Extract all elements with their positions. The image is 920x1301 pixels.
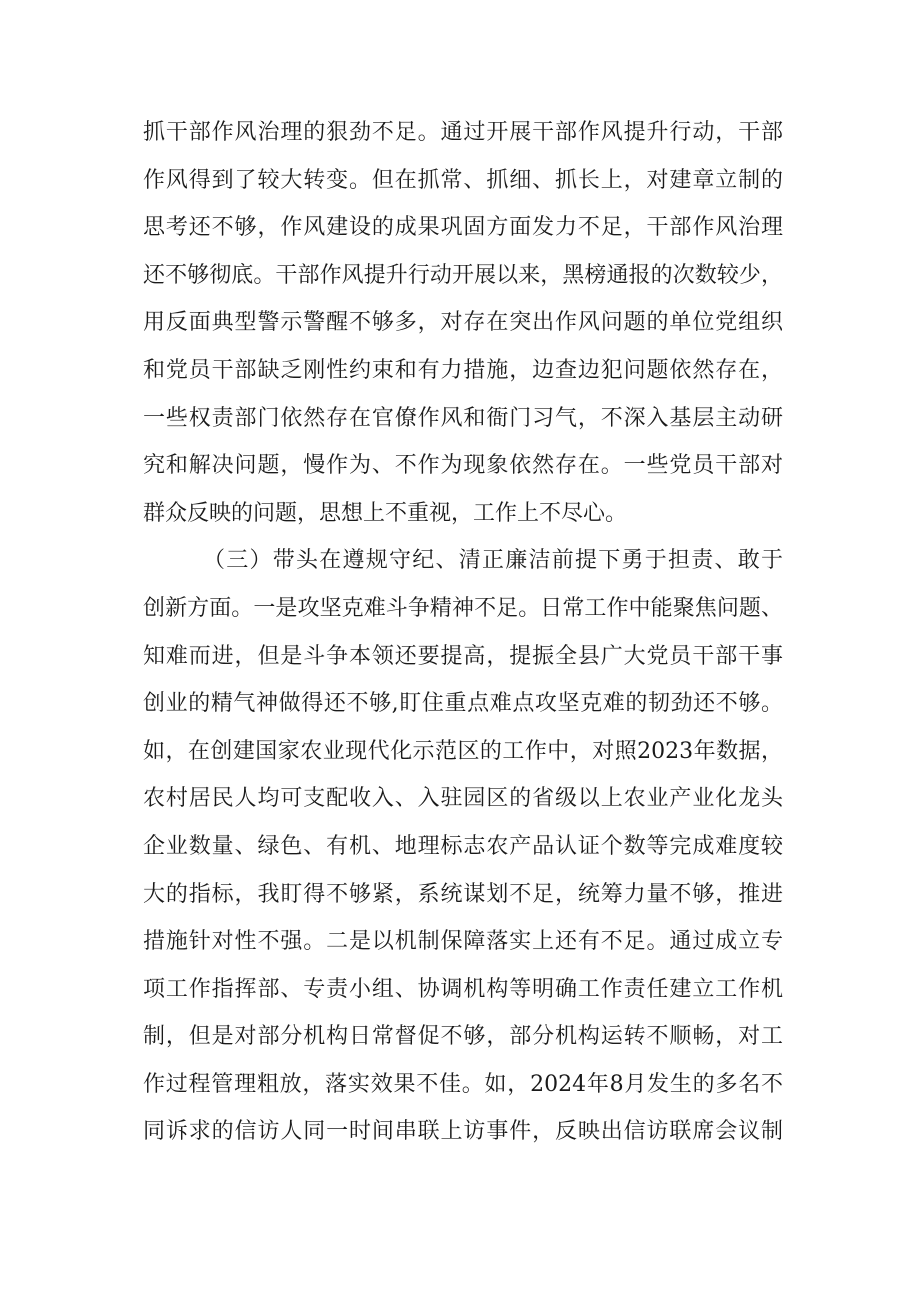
paragraph-line: 大的指标，我盯得不够紧，系统谋划不足，统筹力量不够，推进 (143, 881, 783, 907)
paragraph-line: 究和解决问题，慢作为、不作为现象依然存在。一些党员干部对 (143, 453, 783, 479)
paragraph-line: 农村居民人均可支配收入、入驻园区的省级以上农业产业化龙头 (143, 786, 783, 812)
paragraph-line: 制，但是对部分机构日常督促不够，部分机构运转不顺畅，对工 (143, 1024, 783, 1050)
paragraph-line: 企业数量、绿色、有机、地理标志农产品认证个数等完成难度较 (143, 833, 783, 859)
section-heading-line: （三）带头在遵规守纪、清正廉洁前提下勇于担责、敢于 (203, 548, 783, 574)
paragraph-line: 同诉求的信访人同一时间串联上访事件，反映出信访联席会议制 (143, 1119, 783, 1145)
paragraph-line: 项工作指挥部、专责小组、协调机构等明确工作责任建立工作机 (143, 976, 783, 1002)
paragraph-line: 措施针对性不强。二是以机制保障落实上还有不足。通过成立专 (143, 929, 783, 955)
paragraph-line: 一些权责部门依然存在官僚作风和衙门习气，不深入基层主动研 (143, 405, 783, 431)
paragraph-line: 知难而进，但是斗争本领还要提高，提振全县广大党员干部干事 (143, 643, 783, 669)
paragraph-line: 抓干部作风治理的狠劲不足。通过开展干部作风提升行动，干部 (143, 120, 783, 145)
paragraph-line: 创业的精气神做得还不够,盯住重点难点攻坚克难的韧劲还不够。 (143, 691, 783, 717)
paragraph-line: 思考还不够，作风建设的成果巩固方面发力不足，干部作风治理 (143, 215, 783, 241)
paragraph-line: 和党员干部缺乏刚性约束和有力措施，边查边犯问题依然存在， (143, 357, 783, 383)
paragraph-line: 群众反映的问题，思想上不重视，工作上不尽心。 (143, 500, 628, 526)
paragraph-line: 作过程管理粗放，落实效果不佳。如，2024年8月发生的多名不 (143, 1071, 783, 1097)
paragraph-line: 作风得到了较大转变。但在抓常、抓细、抓长上，对建章立制的 (143, 167, 783, 193)
body-text (143, 109, 783, 1156)
paragraph-line: 用反面典型警示警醒不够多，对存在突出作风问题的单位党组织 (143, 310, 783, 336)
paragraph-line: 创新方面。一是攻坚克难斗争精神不足。日常工作中能聚焦问题、 (143, 595, 783, 621)
paragraph-line: 如，在创建国家农业现代化示范区的工作中，对照2023年数据， (143, 738, 783, 764)
paragraph-line: 还不够彻底。干部作风提升行动开展以来，黑榜通报的次数较少， (143, 262, 783, 288)
